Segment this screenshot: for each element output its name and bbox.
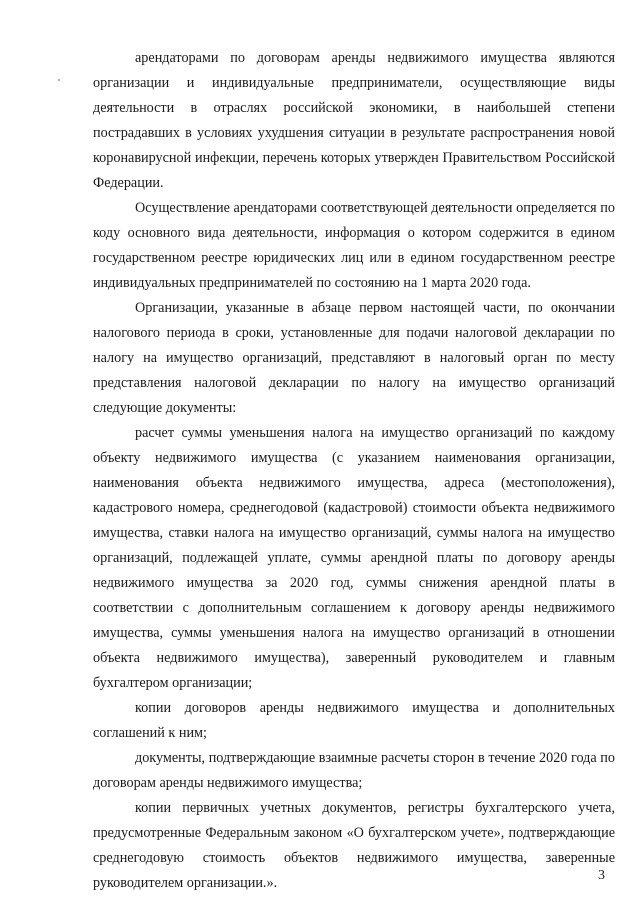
paragraph-7: копии первичных учетных документов, регистры бухгалтерского учета, предусмотренные Федеральным законом «О бухгалтерском учете», подтверждающие среднегодовую стоимость объектов недвижимого имущества, заверенные руководителем организации.». bbox=[93, 800, 615, 891]
paragraph-5: копии договоров аренды недвижимого имущества и дополнительных соглашений к ним; bbox=[93, 700, 615, 741]
paragraph-4: расчет суммы уменьшения налога на имущество организаций по каждому объекту недвижимого имущества (с указанием наименования организации, наименования объекта недвижимого имущества, адреса (местоположения), кадастрового номера, среднегодовой (кадастровой) стоимости объекта недвижимого имущества, ставки налога на имущество организаций, суммы налога на имущество организаций, подлежащей уплате, суммы арендной платы по договору аренды недвижимого имущества за 2020 год, суммы снижения арендной платы в соответствии с дополнительным соглашением к договору аренды недвижимого имущества, суммы уменьшения налога на имущество организаций в отношении объекта недвижимого имущества), заверенный руководителем и главным бухгалтером организации; bbox=[93, 425, 615, 691]
document-body bbox=[93, 46, 615, 896]
page-number: 3 bbox=[598, 868, 605, 883]
scan-speck bbox=[58, 79, 60, 81]
paragraph-6: документы, подтверждающие взаимные расчеты сторон в течение 2020 года по договорам аренды недвижимого имущества; bbox=[93, 750, 615, 791]
paragraph-2: Осуществление арендаторами соответствующей деятельности определяется по коду основного вида деятельности, информация о котором содержится в едином государственном реестре юридических лиц или в едином государственном реестре индивидуальных предпринимателей по состоянию на 1 марта 2020 года. bbox=[93, 200, 615, 291]
paragraph-3: Организации, указанные в абзаце первом настоящей части, по окончании налогового периода в сроки, установленные для подачи налоговой декларации по налогу на имущество организаций, представляют в налоговый орган по месту представления налоговой декларации по налогу на имущество организаций следующие документы: bbox=[93, 300, 615, 416]
paragraph-1: арендаторами по договорам аренды недвижимого имущества являются организации и индивидуальные предприниматели, осуществляющие виды деятельности в отраслях российской экономики, в наибольшей степени пострадавших в условиях ухудшения ситуации в результате распространения новой коронавирусной инфекции, перечень которых утвержден Правительством Российской Федерации. bbox=[93, 50, 615, 191]
